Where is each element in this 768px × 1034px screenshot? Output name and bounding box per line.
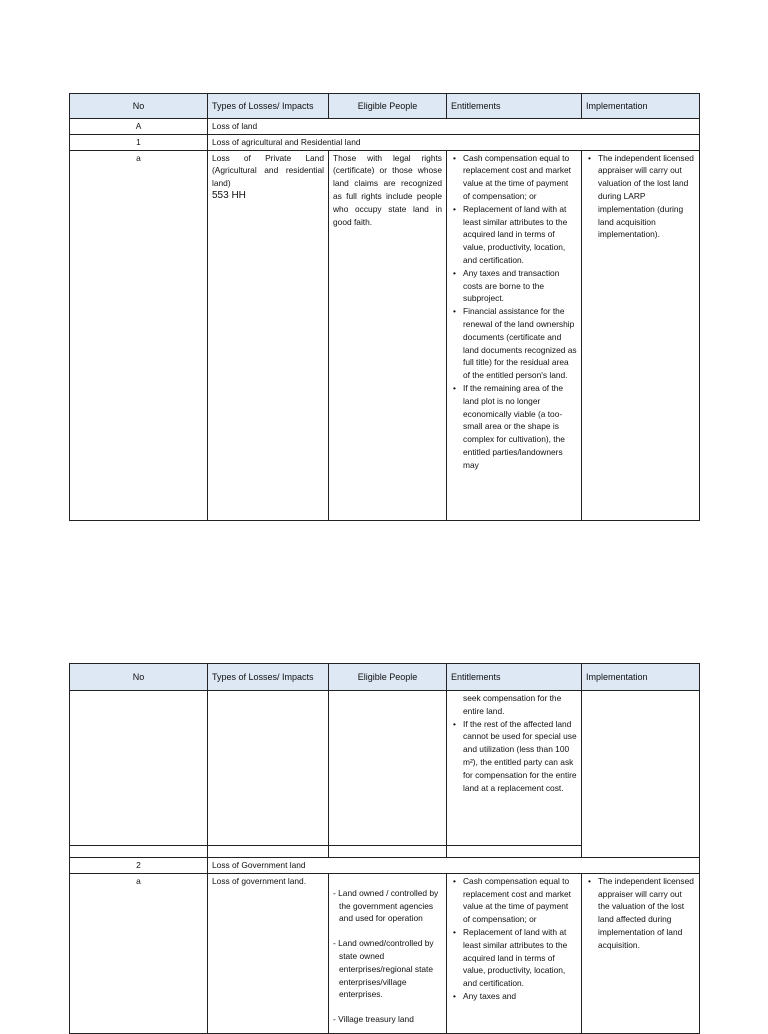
household-count: 553 HH xyxy=(212,189,246,201)
table-header-row xyxy=(70,664,700,691)
entitlements-continued-cell xyxy=(447,691,582,846)
header-no: No xyxy=(70,94,208,119)
header-types: Types of Losses/ Impacts xyxy=(208,94,329,119)
loss-type-cell: Loss of government land. xyxy=(208,873,329,1033)
list-item: • Replacement of land with at least similar attributes to the acquired land in terms of value, productivity, location, and certification. xyxy=(463,926,577,990)
list-item: • The independent licensed appraiser will carry out the valuation of the lost land affected during implementation of land acquisition. xyxy=(598,875,695,952)
entitlements-cell xyxy=(447,873,582,1033)
subsection-title: Loss of Government land xyxy=(208,858,700,874)
entitlements-list xyxy=(451,152,577,472)
list-item: • Any taxes and xyxy=(463,990,577,1003)
continued-text: seek compensation for the entire land. xyxy=(463,693,562,716)
header-eligible-people: Eligible People xyxy=(329,94,447,119)
table-row xyxy=(70,134,700,150)
header-implementation: Implementation xyxy=(582,664,700,691)
row-number: a xyxy=(70,150,208,520)
table-header-row xyxy=(70,94,700,119)
table-row xyxy=(70,873,700,1033)
empty-cell xyxy=(208,691,329,846)
header-entitlements: Entitlements xyxy=(447,94,582,119)
header-entitlements: Entitlements xyxy=(447,664,582,691)
empty-cell xyxy=(70,846,208,858)
eligible-people-cell: Those with legal rights (certificate) or those whose land claims are recognized as full rights include people who occupy state land in good faith. xyxy=(329,150,447,520)
list-item: • Replacement of land with at least similar attributes to the acquired land in terms of value, productivity, location, and certification. xyxy=(463,203,577,267)
header-implementation: Implementation xyxy=(582,94,700,119)
table-row xyxy=(70,691,700,846)
entitlements-list xyxy=(451,875,577,1003)
table-row xyxy=(70,119,700,135)
loss-type-cell xyxy=(208,150,329,520)
eligible-people-cell xyxy=(329,873,447,1033)
implementation-list xyxy=(586,875,695,952)
entitlements-cell xyxy=(447,150,582,520)
entitlement-matrix-table-1 xyxy=(69,93,700,521)
list-item: • If the remaining area of the land plot is no longer economically viable (a too-small area or the shape is complex for cultivation), the entitled parties/landowners may xyxy=(463,382,577,472)
implementation-list xyxy=(586,152,695,242)
empty-cell xyxy=(582,691,700,858)
list-item: • Cash compensation equal to replacement cost and market value at the time of payment of compensation; or xyxy=(463,875,577,926)
eligible-item: - Land owned / controlled by the government agencies and used for operation xyxy=(333,887,439,924)
empty-cell xyxy=(329,691,447,846)
table-row xyxy=(70,150,700,520)
subsection-title: Loss of agricultural and Residential land xyxy=(208,134,700,150)
entitlements-list xyxy=(451,718,577,795)
row-number: a xyxy=(70,873,208,1033)
list-item: • Financial assistance for the renewal of the land ownership documents (certificate and land documents recognized as full title) for the residual area of the entitled person's land. xyxy=(463,305,577,382)
eligible-item: - Village treasury land xyxy=(333,1014,414,1025)
entitlement-matrix-table-2 xyxy=(69,663,700,1034)
list-item: • Any taxes and transaction costs are borne to the subproject. xyxy=(463,267,577,305)
list-item: • If the rest of the affected land cannot be used for special use and utilization (less than 100 m²), the entitled party can ask for compensation for the entire land at a replacement cost. xyxy=(463,718,577,795)
list-item: • The independent licensed appraiser will carry out valuation of the lost land during LARP implementation (during land acquisition implementation). xyxy=(598,152,695,242)
loss-type-text: Loss of Private Land (Agricultural and residential land) xyxy=(212,152,324,189)
empty-cell xyxy=(208,846,329,858)
empty-cell xyxy=(329,846,447,858)
eligible-item: - Land owned/controlled by state owned enterprises/regional state enterprises/village enterprises. xyxy=(333,938,434,1000)
implementation-cell xyxy=(582,150,700,520)
list-item: • Cash compensation equal to replacement cost and market value at the time of payment of compensation; or xyxy=(463,152,577,203)
empty-cell xyxy=(447,846,582,858)
table-row xyxy=(70,858,700,874)
header-eligible-people: Eligible People xyxy=(329,664,447,691)
header-types: Types of Losses/ Impacts xyxy=(208,664,329,691)
header-no: No xyxy=(70,664,208,691)
section-title: Loss of land xyxy=(208,119,700,135)
empty-cell xyxy=(70,691,208,846)
row-number: 1 xyxy=(70,134,208,150)
row-number: A xyxy=(70,119,208,135)
implementation-cell xyxy=(582,873,700,1033)
row-number: 2 xyxy=(70,858,208,874)
